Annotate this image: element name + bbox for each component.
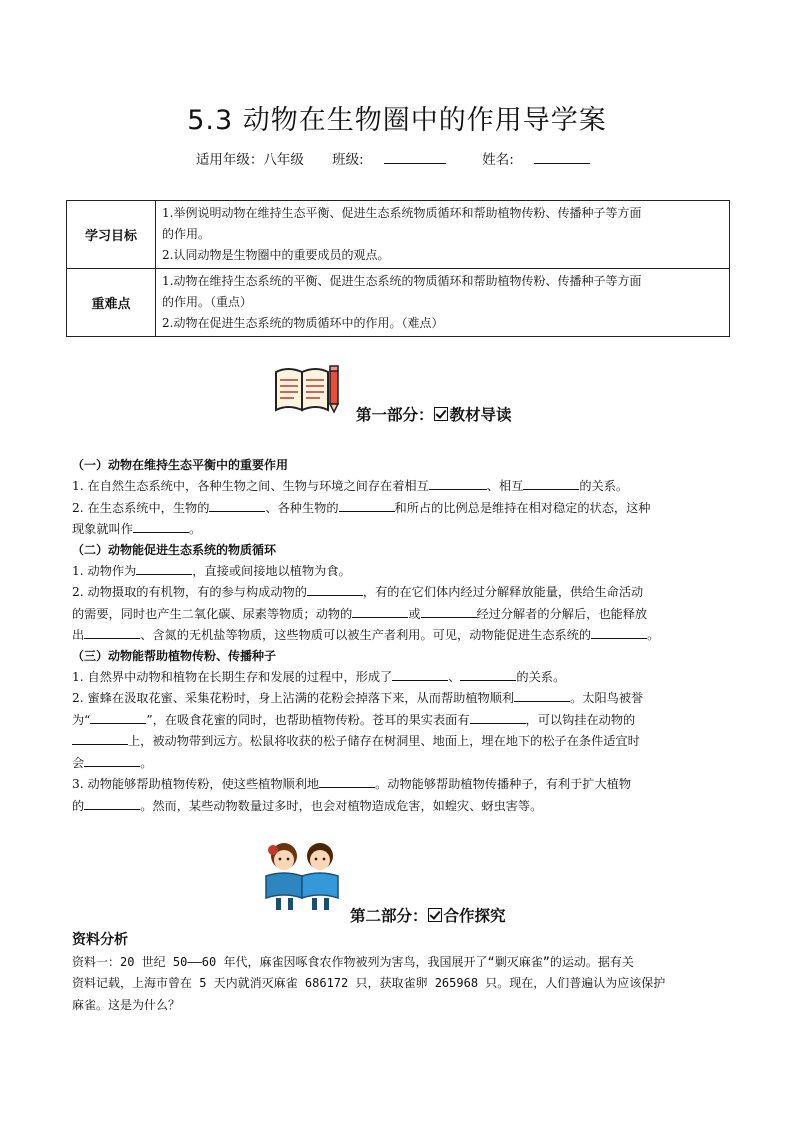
paragraph: 现象就叫作 。: [72, 518, 722, 539]
class-blank: [384, 150, 446, 164]
table-line: 的作用。: [162, 227, 211, 241]
grade-label: 适用年级：八年级: [195, 152, 304, 168]
data-analysis: [72, 930, 726, 1016]
section-heading: （一）动物在维持生态平衡中的重要作用: [72, 458, 289, 472]
analysis-line: 资料记载，上海市曾在 5 天内就消灭麻雀 686172 只，获取雀卵 265968 只。现在，人们普遍认为应该保护: [72, 976, 666, 990]
paragraph: 的需要，同时也产生二氧化碳、尿素等物质；动物的 或 经过分解者的分解后，也能释放: [72, 603, 722, 624]
row-head-key-points: 重难点: [67, 269, 156, 337]
kids-reading-icon: [262, 840, 344, 914]
table-row: [67, 201, 730, 269]
checkbox-icon: [434, 407, 448, 421]
table-line: 2.动物在促进生态系统的物质循环中的作用。（难点）: [162, 316, 444, 330]
paragraph: 会 。: [72, 752, 722, 773]
row-head-objectives: 学习目标: [67, 201, 156, 269]
paragraph: 上，被动物带到远方。松鼠将收获的松子储存在树洞里、地面上，埋在地下的松子在条件适宜时: [72, 730, 722, 751]
objectives-table: [66, 200, 730, 337]
table-row: [67, 269, 730, 337]
table-line: 1.动物在维持生态系统的平衡、促进生态系统的物质循环和帮助植物传粉、传播种子等方面: [162, 274, 642, 288]
analysis-heading: 资料分析: [72, 932, 128, 948]
paragraph: 1. 在自然生态系统中，各种生物之间、生物与环境之间存在着相互 、相互 的关系。: [72, 475, 722, 496]
table-line: 的作用。（重点）: [162, 295, 253, 309]
part-two-heading: 第二部分： 合作探究: [350, 907, 506, 925]
book-pencil-icon: [272, 364, 342, 416]
key-points-text: [156, 269, 730, 337]
analysis-line: 麻雀。这是为什么？: [72, 997, 181, 1012]
paragraph: 的 。然而，某些动物数量过多时，也会对植物造成危害，如蝗灾、蚜虫害等。: [72, 795, 722, 816]
class-field: 班级:: [324, 148, 454, 168]
part-one-heading: 第一部分： 教材导读: [356, 406, 512, 424]
paragraph: 2. 蜜蜂在汲取花蜜、采集花粉时，身上沾满的花粉会掉落下来，从而帮助植物顺利 。太阳鸟被誉: [72, 687, 722, 708]
paragraph: 3. 动物能够帮助植物传粉，使这些植物顺利地 。动物能够帮助植物传播种子，有利于扩大植物: [72, 773, 722, 794]
paragraph: 1. 动物作为 ，直接或间接地以植物为食。: [72, 560, 722, 581]
section-heading: （二）动物能促进生态系统的物质循环: [72, 542, 277, 557]
paragraph: 为“ ”，在吸食花蜜的同时，也帮助植物传粉。苍耳的果实表面有 ，可以钩挂在动物的: [72, 709, 722, 730]
page-title: 5.3 动物在生物圈中的作用导学案: [187, 105, 607, 136]
paragraph: 1. 自然界中动物和植物在长期生存和发展的过程中，形成了 、 的关系。: [72, 666, 722, 687]
table-line: 2.认同动物是生物圈中的重要成员的观点。: [162, 248, 390, 262]
paragraph: 2. 在生态系统中，生物的 、各种生物的 和所占的比例总是维持在相对稳定的状态，这种: [72, 497, 722, 518]
table-line: 1.举例说明动物在维持生态平衡、促进生态系统物质循环和帮助植物传粉、传播种子等方面: [162, 206, 642, 220]
header-meta: [0, 148, 794, 168]
name-blank: [534, 150, 590, 164]
objectives-text: [156, 201, 730, 269]
textbook-reading: [72, 455, 722, 816]
checkbox-icon: [428, 908, 442, 922]
section-heading: （三）动物能帮助植物传粉、传播种子: [72, 648, 277, 663]
analysis-line: 资料一：20 世纪 50——60 年代，麻雀因啄食农作物被列为害鸟，我国展开了“剿灭麻雀”的运动。据有关: [72, 954, 634, 969]
name-field: 姓名:: [474, 148, 598, 168]
paragraph: 2. 动物摄取的有机物，有的参与构成动物的 ，有的在它们体内经过分解释放能量，供给生命活动: [72, 581, 722, 602]
paragraph: 出 、含氮的无机盐等物质，这些物质可以被生产者利用。可见，动物能促进生态系统的 。: [72, 624, 722, 645]
